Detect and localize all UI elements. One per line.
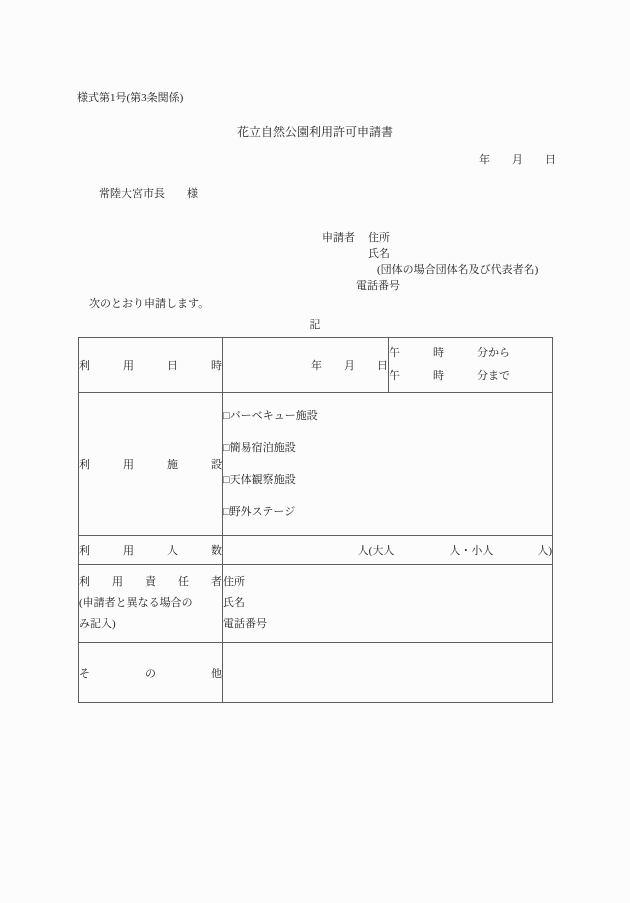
usage-datetime-label: 利 用 日 時 <box>79 360 222 372</box>
responsible-phone-label: 電話番号 <box>223 618 267 630</box>
user-count-value: 人(大人 人・小人 人) <box>223 536 553 565</box>
addressee <box>99 185 198 201</box>
applicant-address-label: 住所 <box>368 232 390 244</box>
checkbox-icon: □ <box>223 473 230 486</box>
facility-option <box>223 505 552 520</box>
facility-option-label: 簡易宿泊施設 <box>229 441 296 454</box>
row-usage-facility <box>79 393 553 536</box>
row-responsible <box>79 565 553 643</box>
time-from-line: 午 時 分から <box>389 347 510 359</box>
form-title: 花立自然公園利用許可申請書 <box>236 125 393 139</box>
applicant-phone-label: 電話番号 <box>356 280 400 292</box>
date-line: 年 月 日 <box>479 154 556 166</box>
usage-date-cell: 年 月 日 <box>223 338 389 393</box>
form-number: 様式第1号(第3条関係) <box>77 92 184 104</box>
facility-options <box>223 393 553 536</box>
facility-option <box>223 473 552 488</box>
addressee-name: 常陸大宮市長 <box>99 188 165 200</box>
facility-option-label: 天体観察施設 <box>229 473 296 486</box>
responsible-name-label: 氏名 <box>223 597 245 609</box>
facility-option <box>223 441 552 456</box>
facility-option-label: バーベキュー施設 <box>229 409 318 422</box>
applicant-name-label: 氏名 <box>368 248 390 260</box>
responsible-fields <box>223 565 553 643</box>
addressee-honorific: 様 <box>187 188 198 200</box>
applicant-group-note: (団体の場合団体名及び代表者名) <box>377 264 539 276</box>
application-table <box>78 337 553 703</box>
responsible-note: (申請者と異なる場合のみ記入) <box>79 597 193 630</box>
checkbox-icon: □ <box>223 409 230 422</box>
facility-option <box>223 409 552 424</box>
other-value-cell <box>223 643 553 703</box>
checkbox-icon: □ <box>223 505 230 518</box>
time-to-line: 午 時 分まで <box>389 370 510 382</box>
responsible-address-label: 住所 <box>223 576 245 588</box>
applicant-block <box>322 230 538 294</box>
row-usage-datetime <box>79 338 553 393</box>
usage-time-cell <box>389 338 553 393</box>
checkbox-icon: □ <box>223 441 230 454</box>
applicant-label: 申請者 <box>322 232 355 244</box>
record-heading: 記 <box>309 319 321 331</box>
other-label: そ の 他 <box>79 667 222 680</box>
facility-option-label: 野外ステージ <box>229 505 296 518</box>
facility-label: 利 用 施 設 <box>79 459 222 471</box>
responsible-label: 利 用 責 任 者 <box>79 576 222 588</box>
row-user-count <box>79 536 553 565</box>
declaration-text: 次のとおり申請します。 <box>89 298 210 310</box>
user-count-label: 利 用 人 数 <box>79 545 222 557</box>
row-other <box>79 643 553 703</box>
